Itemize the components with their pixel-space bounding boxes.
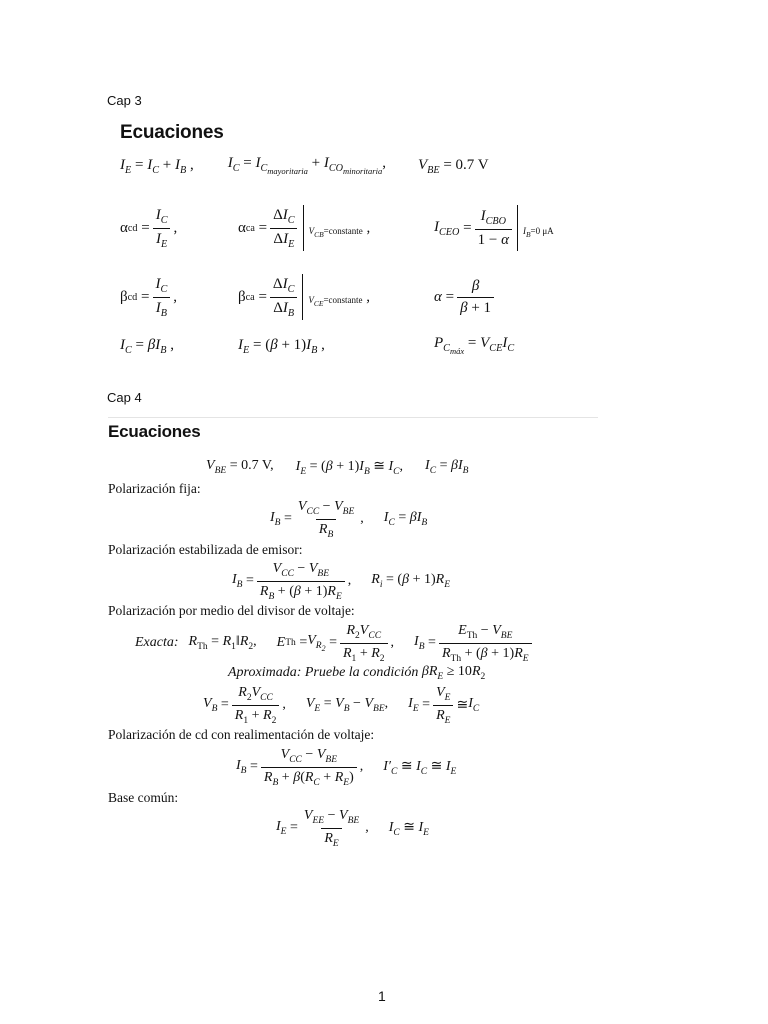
eq-divisor-vb: $V_B$ = $\frac{R_2V_{CC}}{R_1 + R_2}$ , $V_E = V_B - V_{BE}$, $I_E$ = $\frac{V_E}{R_E}$ ≅ $I_C$	[203, 684, 480, 726]
chapter-4-label: Cap 4	[107, 390, 142, 405]
eq-estabilizada-emisor: $I_B$ = $\frac{V_{CC} - V_{BE}}{R_B + (\beta + 1)R_E}$ , $R_i = (\beta + 1)R_E$	[232, 560, 451, 602]
eq-divisor-aproximada: Aproximada: Pruebe la condición $\beta R_E \ge 10R_2$	[228, 664, 486, 682]
cap3-eq-row-4: $I_C = \beta I_B$ , $I_E = (\beta + 1)I_B$ , $P_{C_{máx}} = V_{CE}I_C$	[120, 335, 515, 357]
cap3-eq-row-2: α cd = $\frac{I_C}{I_E}$ , α ca = $\frac{\Delta I_C}{\Delta I_E}$ $V_{CB}=constante$ , $I_{CEO}$ = $\frac{I_{CBO}}{1 - \alpha}$ $I_B=0$ μA	[120, 206, 554, 250]
eq-base-comun: $I_E$ = $\frac{V_{EE} - V_{BE}}{R_E}$ , $I_C$ ≅ $I_E$	[276, 807, 429, 849]
cap4-heading: Ecuaciones	[108, 422, 201, 441]
cap4-eq-basic: $V_{BE} = 0.7$ V, $I_E = (\beta + 1)I_B$ ≅ $I_C$, $I_C = \beta I_B$	[206, 458, 469, 477]
eq-realimentacion: $I_B$ = $\frac{V_{CC} - V_{BE}}{R_B + \beta(R_C + R_E)}$ , $I'_C$ ≅ $I_C$ ≅ $I_E$	[236, 746, 457, 788]
page-number: 1	[378, 988, 386, 1004]
eq-polarizacion-fija: $I_B$ = $\frac{V_{CC} - V_{BE}}{R_B}$ , $I_C = \beta I_B$	[270, 498, 428, 540]
chapter-3-label: Cap 3	[107, 93, 142, 108]
label-estabilizada-emisor: Polarización estabilizada de emisor:	[108, 542, 303, 557]
label-exacta: Exacta:	[135, 635, 179, 650]
eq-divisor-exacta: Exacta: $R_{Th}$ = $R_1‖R_2$, E Th = $V_{R_2}$ = $\frac{R_2V_{CC}}{R_1 + R_2}$ , $I_B$ = $\frac{E_{Th} - V_{BE}}{R_{Th} + (\beta + 1)R_E}$	[135, 622, 535, 664]
divider	[108, 417, 598, 418]
cap3-eq-row-3: β cd = $\frac{I_C}{I_B}$ , β ca = $\frac{\Delta I_C}{\Delta I_B}$ $V_{CE}=constante$ , α = $\frac{\beta}{\beta + 1}$	[120, 274, 497, 320]
label-base-comun: Base común:	[108, 790, 179, 805]
label-polarizacion-fija: Polarización fija:	[108, 481, 201, 496]
cap3-heading: Ecuaciones	[120, 122, 224, 143]
label-divisor-voltaje: Polarización por medio del divisor de voltaje:	[108, 603, 355, 618]
label-realimentacion: Polarización de cd con realimentación de voltaje:	[108, 727, 375, 742]
cap3-eq-row-1: $I_E = I_C + I_B$ , $I_C = I_{C_{mayoritaria}} + I_{CO_{minoritaria}}$, $V_{BE} = 0.7$ V	[120, 155, 489, 177]
label-aproximada: Aproximada: Pruebe la condición	[228, 665, 419, 680]
